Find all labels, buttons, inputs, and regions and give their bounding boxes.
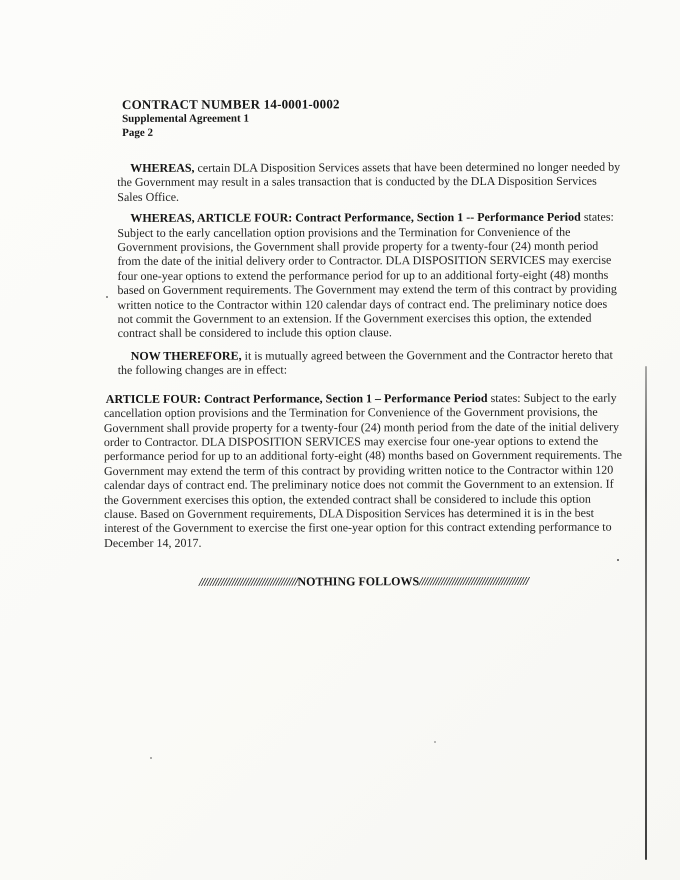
document-header	[122, 96, 622, 140]
page-number-label: Page 2	[122, 126, 153, 139]
paragraph-lead: WHEREAS, ARTICLE FOUR: Contract Performance, Section 1 -- Performance Period	[130, 209, 581, 226]
scan-speck	[434, 741, 436, 743]
paragraph-article-four-amended	[104, 390, 623, 550]
contract-number-heading: CONTRACT NUMBER 14-0001-0002	[121, 96, 340, 112]
paragraph-now-therefore	[118, 348, 623, 378]
paragraph-body: certain DLA Disposition Services assets that have been determined no longer needed by the Government may result in a sales transaction that is conducted by the DLA Disposition Services Sales Office.	[117, 159, 621, 204]
paragraph-whereas-sales	[117, 160, 622, 205]
paragraph-body: it is mutually agreed between the Government and the Contractor hereto that the following changes are in effect:	[117, 347, 613, 378]
nothing-follows-slashes-left: ////////////////////////////////////	[199, 574, 298, 589]
scan-speck	[106, 296, 108, 298]
paragraph-body: states: Subject to the early cancellation option provisions and the Termination for Convenience of the Government provisions, the Government shall provide property for a twenty-four (24) month period from the date of the initial delivery order to Contractor. DLA DISPOSITION SERVICES may exercise four one-year options to extend the performance period for up to an additional forty-eight (48) months based on Government requirements. The Government may extend the term of this contract by providing written notice to the Contractor within 120 calendar days of contract end. The preliminary notice does not commit the Government to an extension. If the Government exercises this option, the extended contract shall be considered to include this option clause.	[117, 209, 617, 341]
scan-artifact-vertical-line	[645, 366, 647, 860]
paragraph-lead: WHEREAS,	[130, 160, 195, 175]
supplemental-agreement-label: Supplemental Agreement 1	[122, 112, 249, 125]
scan-speck	[617, 559, 619, 561]
paragraph-body: states: Subject to the early cancellation option provisions and the Termination for Convenience of the Government provisions, the Government shall provide property for a twenty-four (24) month period from the date of the initial delivery order to Contractor. DLA DISPOSITION SERVICES may exercise four one-year options to extend the performance period for up to an additional forty-eight (48) months based on Government requirements. The Government may extend the term of this contract by providing written notice to the Contractor within 120 calendar days of contract end. The preliminary notice does not commit the Government to an extension. If the Government exercises this option, the extended contract shall be considered to include this option clause. Based on Government requirements, DLA Disposition Services has determined it is in the best interest of the Government to exercise the first one-year option for this contract extending performance to December 14, 2017.	[103, 390, 622, 550]
scan-speck	[150, 757, 152, 759]
paragraph-lead: NOW THEREFORE,	[130, 348, 242, 363]
paragraph-whereas-article-four	[117, 210, 622, 341]
paragraph-lead: ARTICLE FOUR: Contract Performance, Section 1 – Performance Period	[105, 390, 488, 406]
nothing-follows-slashes-right: ////////////////////////////////////////	[419, 574, 529, 589]
nothing-follows-line	[104, 574, 623, 590]
nothing-follows-label: NOTHING FOLLOWS	[297, 574, 420, 589]
document-content	[103, 96, 623, 591]
